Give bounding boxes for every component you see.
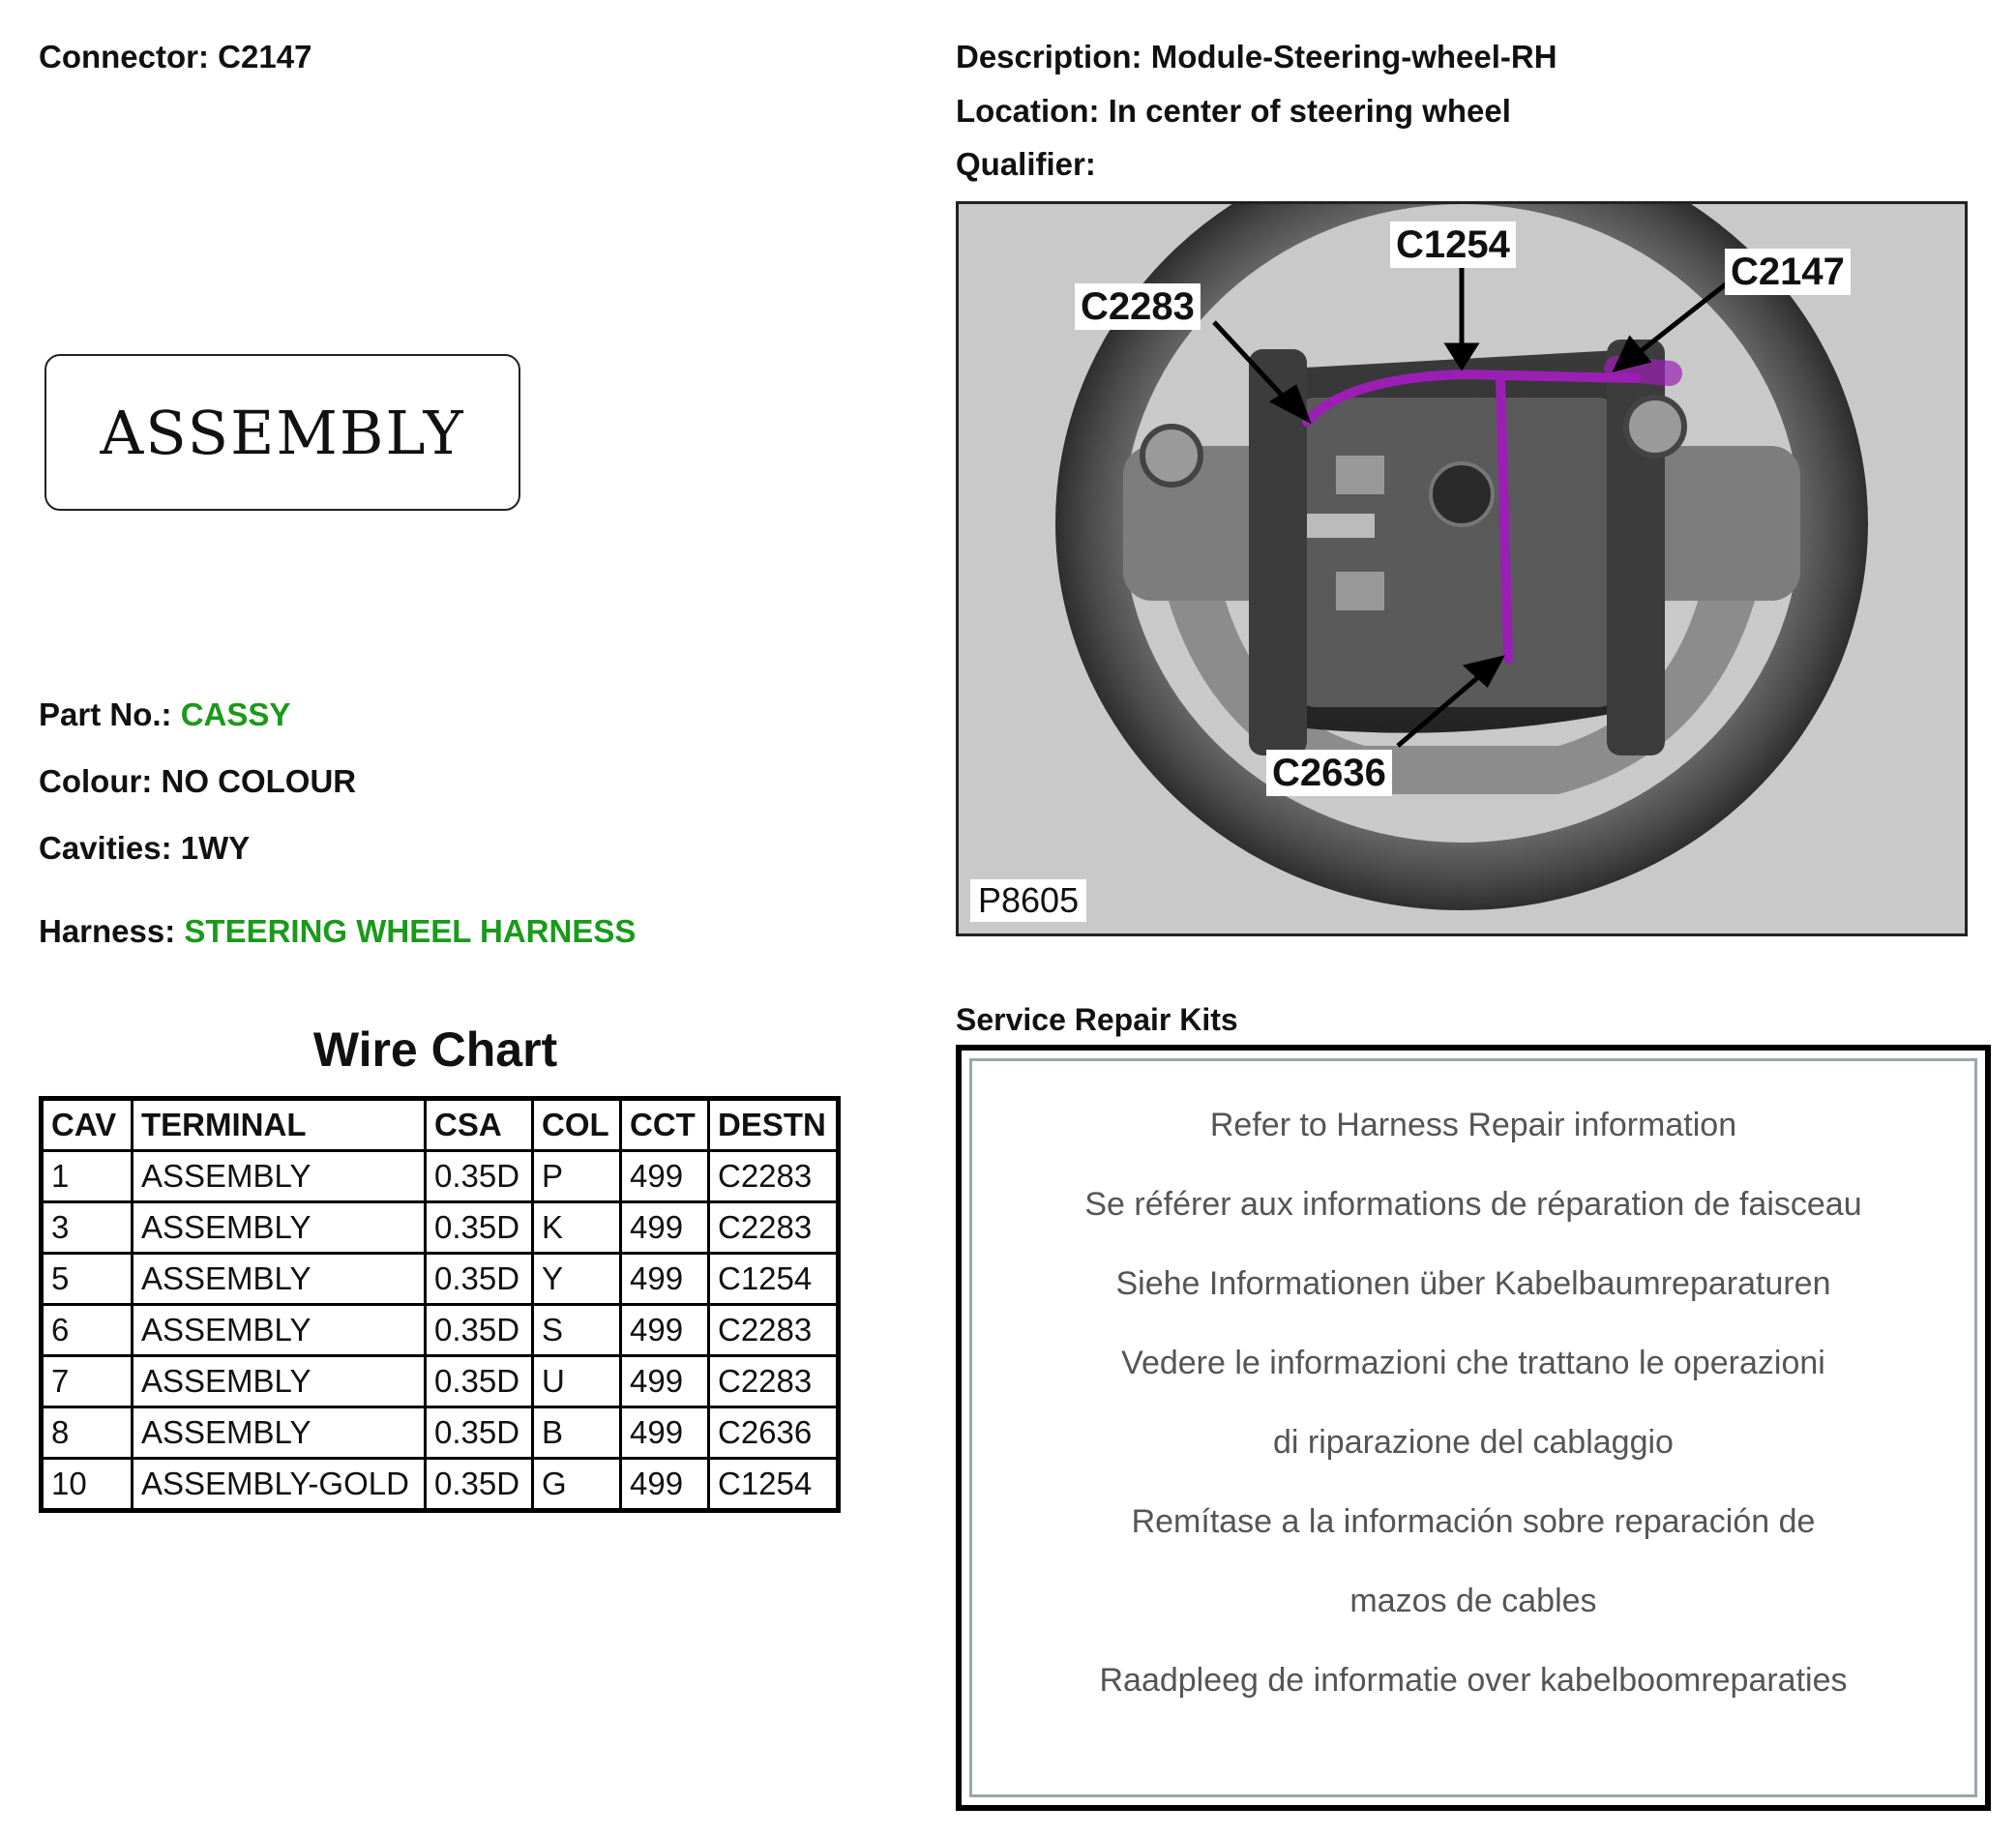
cell-cav: 1 xyxy=(42,1151,133,1202)
cell-terminal: ASSEMBLY xyxy=(133,1254,426,1305)
location-line xyxy=(956,93,1511,130)
table-row xyxy=(42,1356,839,1407)
cell-csa: 0.35D xyxy=(426,1202,533,1254)
hub-mount-plate xyxy=(1297,398,1616,707)
cell-col: B xyxy=(533,1407,621,1459)
colour-value: NO COLOUR xyxy=(161,763,357,799)
cell-destn: C1254 xyxy=(709,1459,839,1511)
hub-component-3 xyxy=(1307,514,1375,538)
cell-csa: 0.35D xyxy=(426,1305,533,1356)
part-no-line xyxy=(39,696,290,733)
steering-wheel-figure xyxy=(956,201,1968,936)
header-cav: CAV xyxy=(42,1099,133,1151)
center-hub-hole xyxy=(1431,463,1493,525)
kit-line-de: Siehe Informationen über Kabelbaumreparaturen xyxy=(1115,1265,1831,1302)
cell-terminal: ASSEMBLY-GOLD xyxy=(133,1459,426,1511)
table-row xyxy=(42,1254,839,1305)
table-row xyxy=(42,1305,839,1356)
description-line xyxy=(956,39,1557,75)
cell-destn: C2283 xyxy=(709,1151,839,1202)
cell-terminal: ASSEMBLY xyxy=(133,1151,426,1202)
connector-label: Connector: xyxy=(39,39,209,74)
part-no-value: CASSY xyxy=(180,696,291,732)
kit-line-es-1: Remítase a la información sobre reparación de xyxy=(1131,1503,1816,1540)
location-value: In center of steering wheel xyxy=(1108,93,1511,129)
hub-component-2 xyxy=(1336,572,1384,610)
service-repair-kits-box xyxy=(956,1045,1991,1811)
cell-col: U xyxy=(533,1356,621,1407)
kit-line-es-2: mazos de cables xyxy=(1349,1583,1597,1619)
cell-cct: 499 xyxy=(621,1305,709,1356)
cell-destn: C1254 xyxy=(709,1254,839,1305)
table-row xyxy=(42,1407,839,1459)
callout-c2147: C2147 xyxy=(1725,249,1851,295)
description-value: Module-Steering-wheel-RH xyxy=(1150,39,1557,74)
assembly-label: ASSEMBLY xyxy=(100,397,465,468)
cavities-line xyxy=(39,830,250,867)
cell-destn: C2636 xyxy=(709,1407,839,1459)
cell-terminal: ASSEMBLY xyxy=(133,1356,426,1407)
harness-label: Harness: xyxy=(39,913,176,949)
assembly-label-box xyxy=(44,354,520,511)
cell-cct: 499 xyxy=(621,1254,709,1305)
cell-cct: 499 xyxy=(621,1356,709,1407)
right-bolt xyxy=(1626,398,1684,456)
kit-line-it-1: Vedere le informazioni che trattano le operazioni xyxy=(1121,1345,1825,1381)
table-row xyxy=(42,1459,839,1511)
cell-cct: 499 xyxy=(621,1151,709,1202)
colour-label: Colour: xyxy=(39,763,153,799)
cell-cav: 10 xyxy=(42,1459,133,1511)
colour-line xyxy=(39,763,356,800)
table-row xyxy=(42,1202,839,1254)
cell-cct: 499 xyxy=(621,1202,709,1254)
cell-cct: 499 xyxy=(621,1407,709,1459)
cell-cav: 7 xyxy=(42,1356,133,1407)
cell-cav: 3 xyxy=(42,1202,133,1254)
cell-csa: 0.35D xyxy=(426,1356,533,1407)
header-cct: CCT xyxy=(621,1099,709,1151)
cell-cct: 499 xyxy=(621,1459,709,1511)
kit-line-it-2: di riparazione del cablaggio xyxy=(1273,1424,1674,1461)
callout-c2283: C2283 xyxy=(1075,283,1201,330)
cell-destn: C2283 xyxy=(709,1356,839,1407)
left-bolt xyxy=(1142,427,1201,485)
cell-cav: 8 xyxy=(42,1407,133,1459)
table-row xyxy=(42,1151,839,1202)
harness-bundle xyxy=(1616,369,1670,373)
cell-cav: 5 xyxy=(42,1254,133,1305)
header-terminal: TERMINAL xyxy=(133,1099,426,1151)
wire-chart-header-row xyxy=(42,1099,839,1151)
header-destn: DESTN xyxy=(709,1099,839,1151)
cell-destn: C2283 xyxy=(709,1305,839,1356)
cell-terminal: ASSEMBLY xyxy=(133,1202,426,1254)
qualifier-line xyxy=(956,146,1096,183)
header-col: COL xyxy=(533,1099,621,1151)
kit-line-en: Refer to Harness Repair information xyxy=(1209,1107,1737,1143)
harness-line xyxy=(39,913,636,950)
callout-c2636: C2636 xyxy=(1266,750,1392,796)
wire-chart-title: Wire Chart xyxy=(312,1022,558,1077)
cell-csa: 0.35D xyxy=(426,1254,533,1305)
wire-chart-table xyxy=(39,1096,841,1513)
cell-cav: 6 xyxy=(42,1305,133,1356)
service-repair-kits-title: Service Repair Kits xyxy=(956,1002,1238,1037)
cell-col: Y xyxy=(533,1254,621,1305)
cavities-label: Cavities: xyxy=(39,830,172,866)
qualifier-label: Qualifier: xyxy=(956,146,1096,182)
cell-terminal: ASSEMBLY xyxy=(133,1305,426,1356)
description-label: Description: xyxy=(956,39,1142,74)
kit-line-fr: Se référer aux informations de réparation de faisceau xyxy=(1084,1186,1862,1223)
cell-destn: C2283 xyxy=(709,1202,839,1254)
cell-col: G xyxy=(533,1459,621,1511)
cell-terminal: ASSEMBLY xyxy=(133,1407,426,1459)
cell-col: K xyxy=(533,1202,621,1254)
location-label: Location: xyxy=(956,93,1100,129)
cell-col: S xyxy=(533,1305,621,1356)
cavities-value: 1WY xyxy=(180,830,251,866)
hub-component-1 xyxy=(1336,456,1384,494)
cell-csa: 0.35D xyxy=(426,1459,533,1511)
cell-col: P xyxy=(533,1151,621,1202)
cell-csa: 0.35D xyxy=(426,1151,533,1202)
service-repair-kits-inner xyxy=(969,1058,1977,1797)
header-csa: CSA xyxy=(426,1099,533,1151)
kit-line-nl: Raadpleeg de informatie over kabelboomreparaties xyxy=(1099,1662,1848,1699)
connector-line xyxy=(39,39,311,75)
connector-value: C2147 xyxy=(218,39,312,74)
callout-c1254: C1254 xyxy=(1390,222,1516,268)
part-no-label: Part No.: xyxy=(39,696,172,732)
cell-csa: 0.35D xyxy=(426,1407,533,1459)
harness-value: STEERING WHEEL HARNESS xyxy=(184,913,637,949)
figure-id: P8605 xyxy=(970,879,1086,922)
